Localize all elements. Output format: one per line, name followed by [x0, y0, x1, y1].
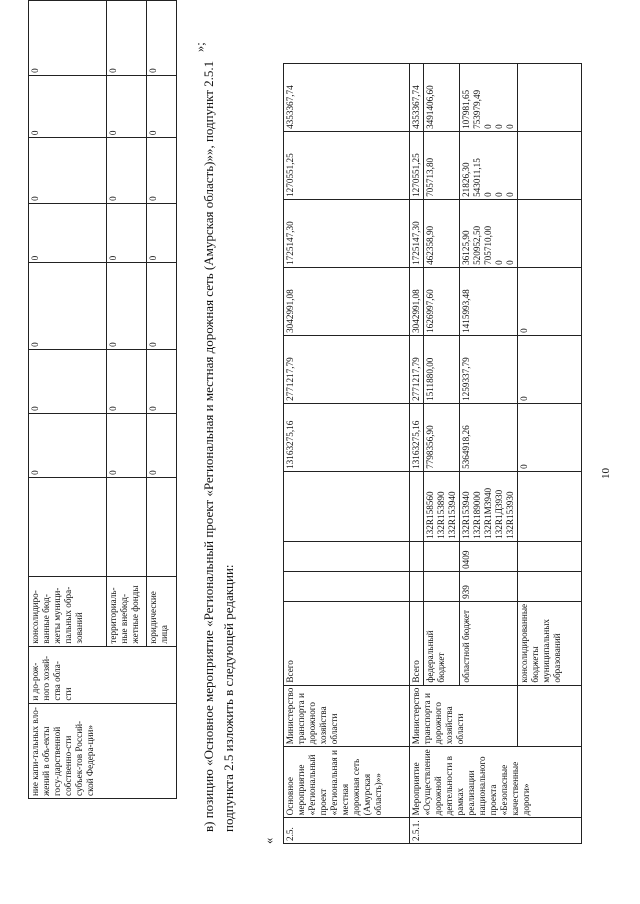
amount-cell-split — [460, 63, 518, 131]
amount-cell: 1270551,25 — [410, 131, 424, 199]
target-codes — [460, 471, 518, 541]
amount-cell: 0 — [29, 203, 107, 263]
amount-cell: 705713,80 — [424, 131, 460, 199]
amount-cell: 13163275,16 — [284, 403, 410, 471]
amount-cell: 0 — [518, 335, 582, 403]
executor: Министерство транспорта и дорожного хозяйства области — [410, 685, 518, 747]
code-item: 132R153890 — [436, 491, 446, 539]
amount-cell: 0 — [29, 138, 107, 204]
main-table — [283, 63, 582, 844]
amendment-paragraph: в) позицию «Основное мероприятие «Региональный проект «Региональная и местная дорожная сеть (Амурская область)»», подпункт 2.5.1 подпункта 2.5 изложить в следующей редакции: — [201, 60, 236, 832]
amount-cell: 462358,90 — [424, 199, 460, 267]
amount-cell: 0 — [147, 413, 177, 477]
source-label: юридические лица — [147, 577, 177, 646]
row-number: 2.5.1. — [410, 818, 582, 844]
amount-cell: 0 — [147, 263, 177, 350]
amount-cell: 1415993,48 — [460, 267, 518, 335]
target-codes — [424, 471, 460, 541]
amount-cell: 3491406,60 — [424, 63, 460, 131]
activity-name: Мероприятие «Осуществление дорожной деятельности в рамках реализации национального проекта «Безопасные качественные дороги» — [410, 747, 582, 818]
amount-cell: 1511880,00 — [424, 335, 460, 403]
amount-cell: 0 — [107, 263, 147, 350]
amount-line: 0 — [505, 260, 515, 265]
amount-cell: 0 — [107, 1, 147, 76]
amount-cell: 0 — [518, 267, 582, 335]
amount-line: 0 — [494, 260, 504, 265]
code-item: 132R153940 — [447, 491, 457, 539]
source-label: Всего — [284, 601, 410, 685]
opening-quote: « — [262, 837, 276, 844]
amount-cell: 3042991,08 — [284, 267, 410, 335]
activity-name: Основное мероприятие «Региональный проект «Региональная и местная дорожная сеть (Амурская область)»» — [284, 747, 410, 818]
rzpr-code: 0409 — [460, 541, 518, 571]
top-col1: ние капи-тальных вло-жений в объ-екты госу-дарственной собственно-сти субъек-тов Россий-ской Федера-ции» — [29, 703, 177, 798]
amount-cell: 0 — [147, 75, 177, 137]
amount-cell: 3042991,08 — [410, 267, 424, 335]
page-number: 10 — [600, 468, 612, 479]
amount-cell: 4353367,74 — [410, 63, 424, 131]
executor: Министерство транспорта и дорожного хозяйства области — [284, 685, 410, 747]
amount-cell: 0 — [107, 75, 147, 137]
amount-cell: 2771217,79 — [284, 335, 410, 403]
amount-cell: 0 — [107, 349, 147, 413]
amount-line: 0 — [505, 124, 515, 129]
amount-cell: 0 — [107, 203, 147, 263]
amount-line: 0 — [494, 192, 504, 197]
amount-line: 107981,65 — [461, 89, 471, 129]
code-item: 132R153940 — [461, 491, 471, 539]
amount-line: 520952,50 — [472, 225, 482, 265]
amount-cell: 0 — [147, 349, 177, 413]
amount-cell: 0 — [29, 349, 107, 413]
closing-quote: »; — [193, 42, 207, 52]
source-label: федеральный бюджет — [424, 601, 460, 685]
code-item: 132R189000 — [472, 491, 482, 539]
amount-line: 705710,00 — [483, 225, 493, 265]
source-label: Всего — [410, 601, 424, 685]
code-item: 132R153930 — [505, 491, 515, 539]
amount-cell: 0 — [29, 1, 107, 76]
amount-cell: 1626997,60 — [424, 267, 460, 335]
amount-cell: 4353367,74 — [284, 63, 410, 131]
amount-cell-split — [460, 199, 518, 267]
amount-line: 36125,90 — [461, 230, 471, 265]
amount-cell: 2771217,79 — [410, 335, 424, 403]
amount-cell: 1259337,79 — [460, 335, 518, 403]
amount-cell-split — [460, 131, 518, 199]
top-col2: и до-рож-ного хозяй-ства обла-сти — [29, 646, 177, 703]
code-item: 132R1M3940 — [483, 487, 493, 539]
source-label: консолидиро-ванные бюд-жеты муници-пальных обра-зований — [29, 577, 107, 646]
amount-cell: 0 — [107, 413, 147, 477]
amount-cell: 0 — [29, 75, 107, 137]
source-label: территориаль-ные внебюд-жетные фонды — [107, 577, 147, 646]
code-item: 132R158560 — [425, 491, 435, 539]
amount-cell: 0 — [29, 413, 107, 477]
amount-line: 21826,30 — [461, 162, 471, 197]
amount-cell: 1270551,25 — [284, 131, 410, 199]
amount-line: 0 — [483, 192, 493, 197]
grbs-code: 939 — [460, 571, 518, 601]
amount-cell: 0 — [147, 203, 177, 263]
amount-line: 543011,15 — [472, 158, 482, 197]
amount-cell: 5364918,26 — [460, 403, 518, 471]
amount-cell: 0 — [518, 403, 582, 471]
amount-cell: 1725147,30 — [284, 199, 410, 267]
source-label: консолидированные бюджеты муниципальных образований — [518, 601, 582, 685]
code-item: 132R1Д3930 — [494, 489, 504, 539]
amount-cell: 0 — [147, 1, 177, 76]
amount-cell: 0 — [147, 138, 177, 204]
amount-line: 753979,49 — [472, 89, 482, 129]
top-table — [28, 0, 177, 799]
row-number: 2.5. — [284, 818, 410, 844]
source-label: областной бюджет — [460, 601, 518, 685]
amount-line: 0 — [494, 124, 504, 129]
amount-line: 0 — [505, 192, 515, 197]
amount-cell: 7798356,90 — [424, 403, 460, 471]
amount-cell: 1725147,30 — [410, 199, 424, 267]
amount-cell: 0 — [29, 263, 107, 350]
amount-cell: 0 — [107, 138, 147, 204]
amount-line: 0 — [483, 124, 493, 129]
amount-cell: 13163275,16 — [410, 403, 424, 471]
